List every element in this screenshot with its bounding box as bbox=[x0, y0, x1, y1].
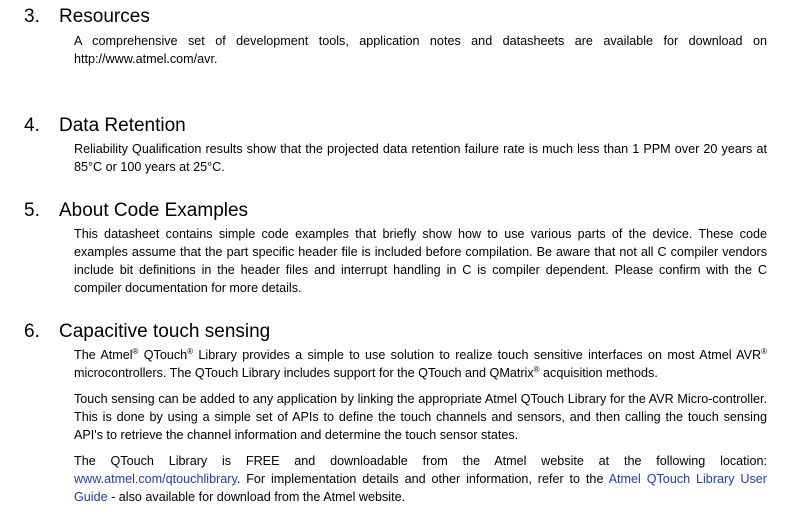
text: The QTouch Library is FREE and downloadable from the Atmel website at the following location: bbox=[74, 454, 767, 468]
registered-mark: ® bbox=[187, 346, 194, 356]
text: - also available for download from the Atmel website. bbox=[107, 490, 406, 504]
resources-url: http://www.atmel.com/avr. bbox=[74, 52, 218, 66]
user-guide-link[interactable]: Atmel QTouch Library User Guide bbox=[74, 472, 767, 504]
touch-paragraph-3 bbox=[74, 452, 767, 506]
section-4-heading bbox=[24, 115, 186, 137]
resources-text: A comprehensive set of development tools, application notes and datasheets are available for download on bbox=[74, 34, 767, 48]
retention-paragraph: Reliability Qualification results show that the projected data retention failure rate is much less than 1 PPM over 20 years at 85°C or 100 years at 25°C. bbox=[74, 142, 767, 174]
text: Library provides a simple to use solution to realize touch sensitive interfaces on most Atmel AVR bbox=[193, 348, 762, 362]
touch-paragraph-2: Touch sensing can be added to any application by linking the appropriate Atmel QTouch Library for the AVR Micro-controller. This is done by using a simple set of APIs to define the touch channels and sensors, and then calling the touch sensing API's to retrieve the channel information and determine the touch sensor states. bbox=[74, 392, 767, 442]
section-title: Data Retention bbox=[59, 115, 186, 136]
section-title: About Code Examples bbox=[59, 200, 249, 221]
section-title: Resources bbox=[59, 6, 150, 27]
text: microcontrollers. The QTouch Library includes support for the QTouch and QMatrix bbox=[74, 366, 534, 380]
qtouch-library-link[interactable]: www.atmel.com/qtouchlibrary bbox=[74, 472, 237, 486]
section-number: 4. bbox=[24, 115, 40, 136]
section-title: Capacitive touch sensing bbox=[59, 321, 271, 342]
section-number: 5. bbox=[24, 200, 40, 221]
text: acquisition methods. bbox=[539, 366, 658, 380]
section-number: 3. bbox=[24, 6, 40, 27]
section-6-heading bbox=[24, 321, 270, 343]
registered-mark: ® bbox=[761, 346, 767, 356]
code-examples-paragraph: This datasheet contains simple code examples that briefly show how to use various parts of the device. These code examples assume that the part specific header file is included before compilation. Be aware that not all C compiler vendors include bit definitions in the header files and interrupt handling in C is compiler dependent. Please confirm with the C compiler documentation for more details. bbox=[74, 227, 767, 295]
resources-paragraph bbox=[74, 32, 767, 68]
touch-paragraph-1 bbox=[74, 346, 767, 382]
section-3-heading bbox=[24, 6, 150, 28]
section-number: 6. bbox=[24, 321, 40, 342]
text: . For implementation details and other information, refer to the bbox=[236, 472, 609, 486]
text: The Atmel bbox=[74, 348, 133, 362]
text: QTouch bbox=[138, 348, 188, 362]
section-5-heading bbox=[24, 200, 248, 222]
registered-mark: ® bbox=[533, 364, 540, 374]
registered-mark: ® bbox=[132, 346, 139, 356]
